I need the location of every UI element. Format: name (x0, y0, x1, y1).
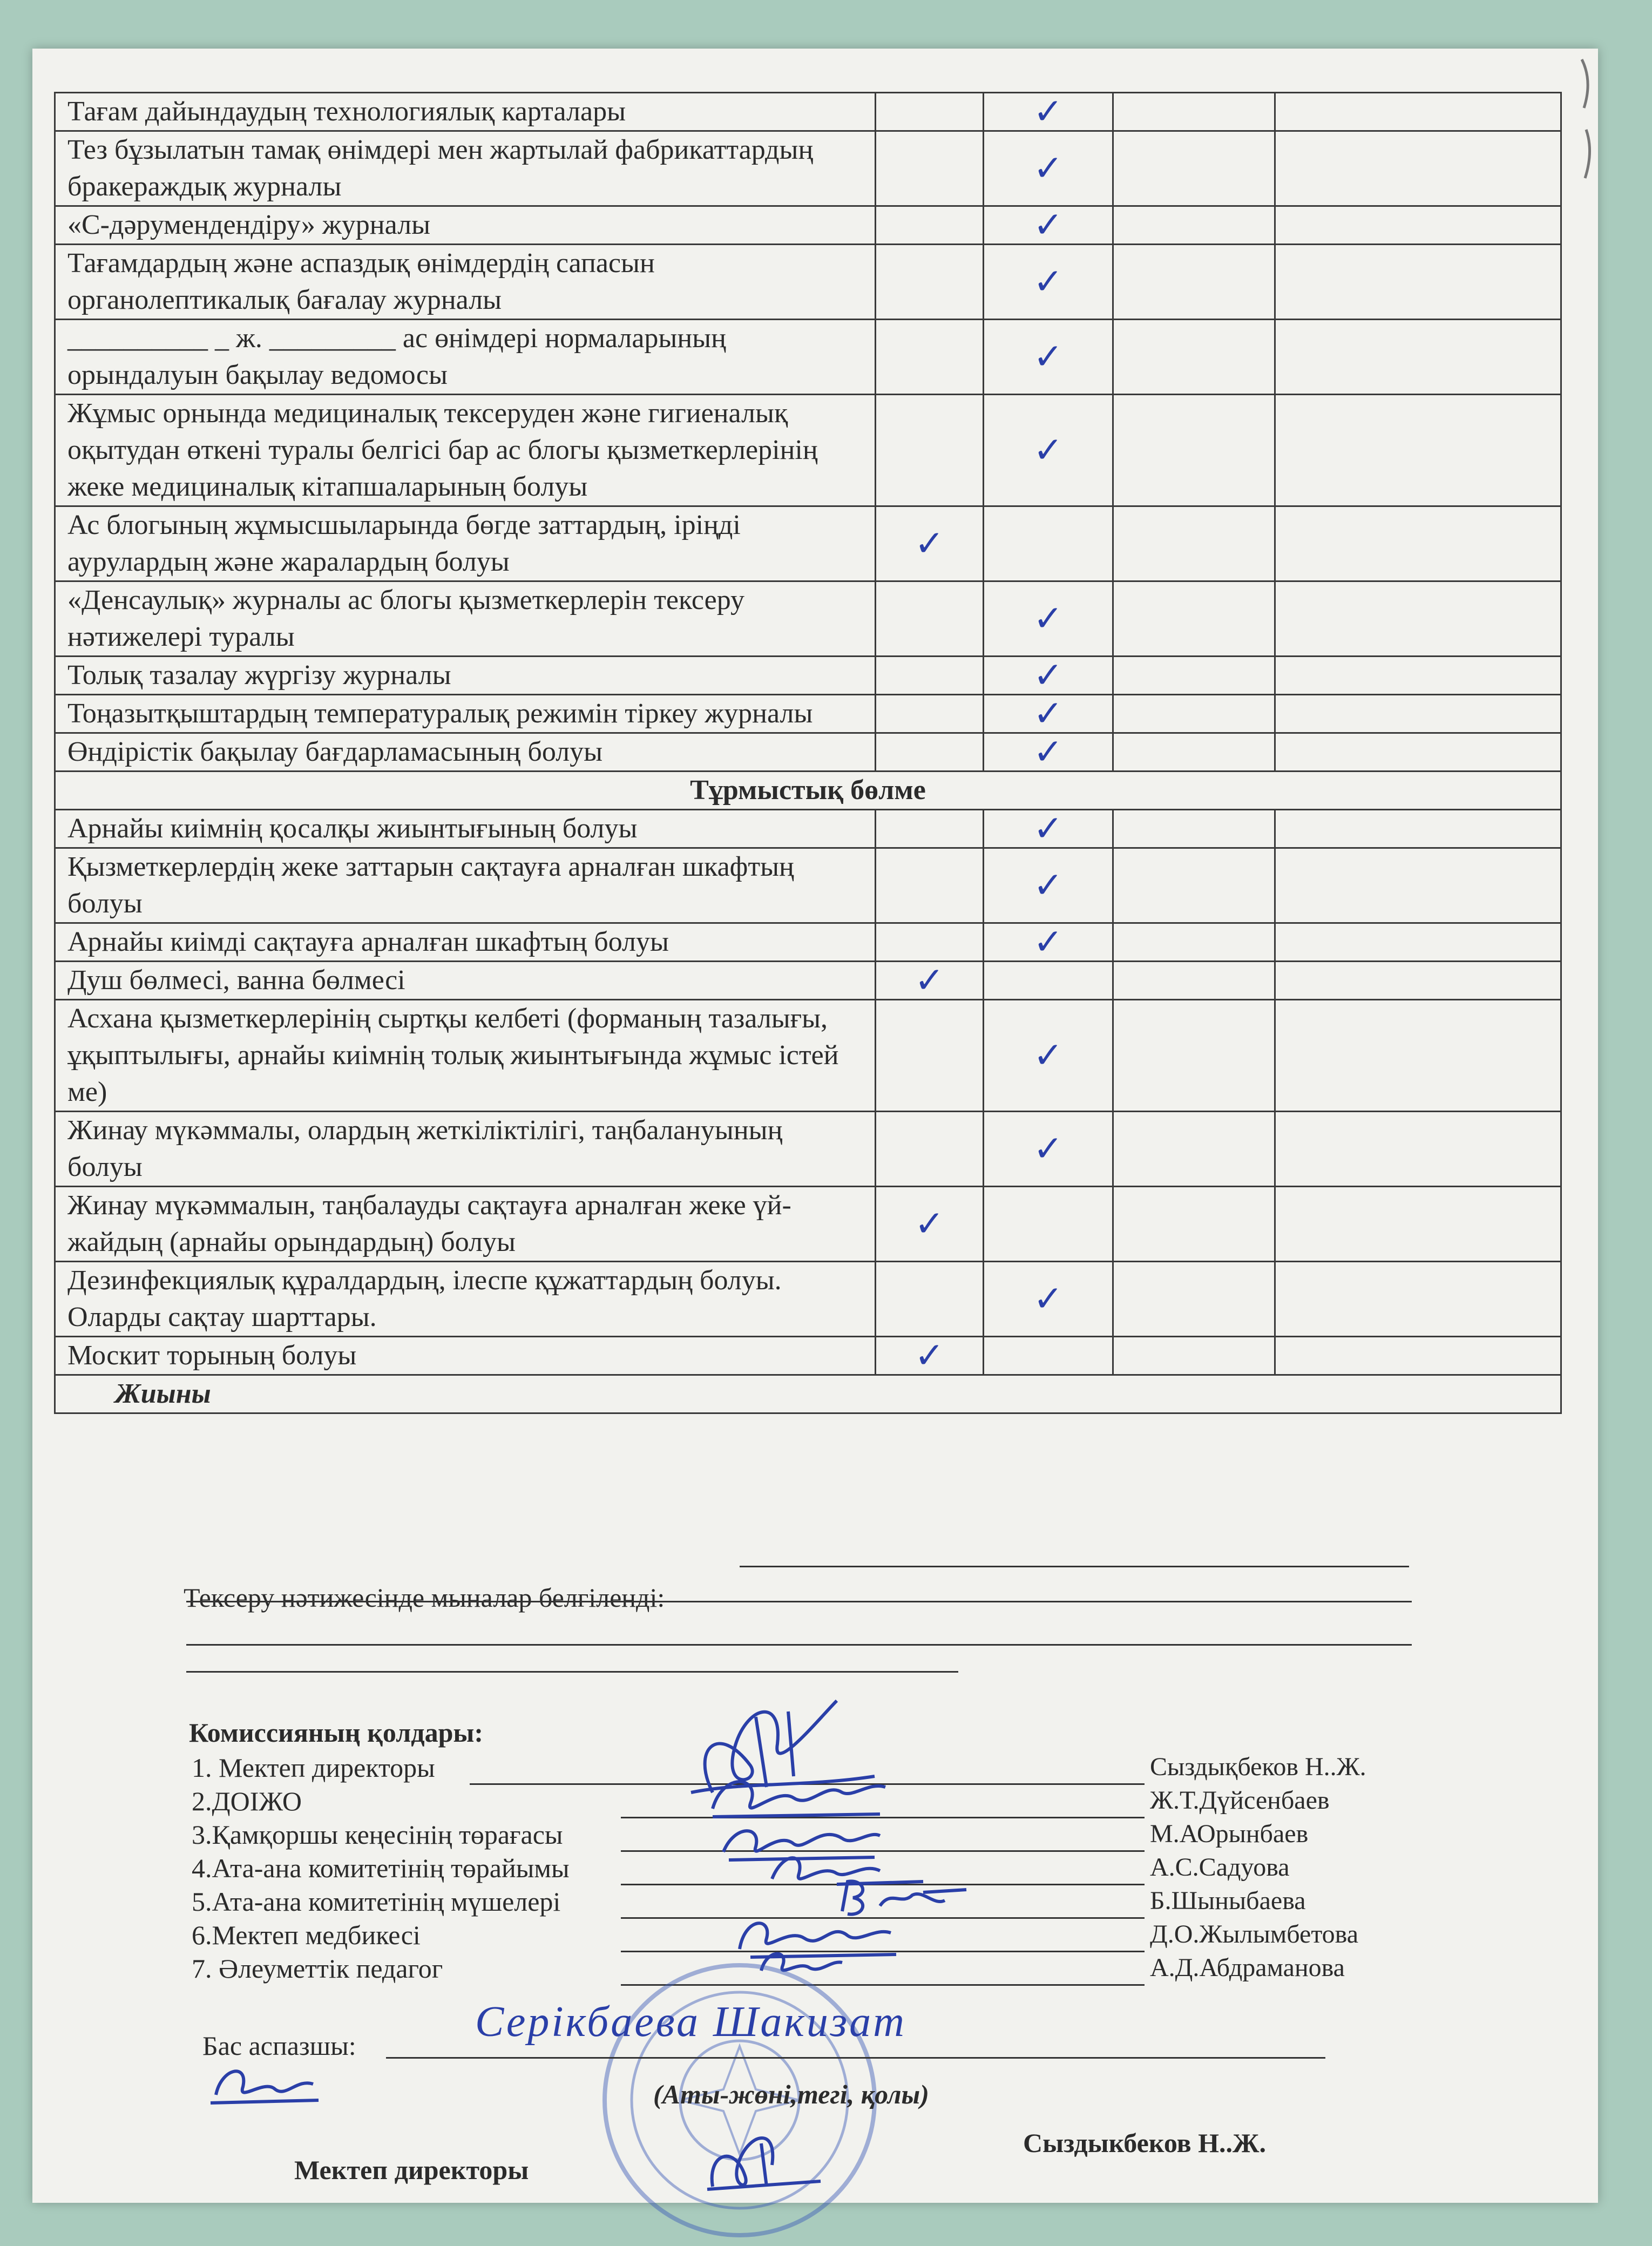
empty-cell (1113, 848, 1275, 923)
empty-cell (1275, 395, 1561, 506)
empty-cell (876, 206, 984, 245)
commission-role: 7. Әлеуметтік педагог (192, 1953, 443, 1984)
empty-cell (984, 1337, 1113, 1375)
checklist-item-text: __________ _ ж. _________ ас өнімдері нормаларының орындалуын бақылау ведомосы (55, 320, 876, 395)
empty-cell (1113, 695, 1275, 733)
check-mark-icon: ✓ (984, 1000, 1113, 1112)
checklist-item-text: «С-дәрумендендіру» журналы (55, 206, 876, 245)
check-mark-icon: ✓ (984, 695, 1113, 733)
section-title: Тұрмыстық бөлме (55, 772, 1561, 810)
commission-member-name: Сыздықбеков Н..Ж. (1150, 1753, 1366, 1781)
footer-director-label: Мектеп директоры (294, 2155, 529, 2185)
check-mark-icon: ✓ (984, 848, 1113, 923)
empty-cell (1275, 93, 1561, 131)
empty-cell (1275, 848, 1561, 923)
empty-cell (876, 245, 984, 320)
commission-role: 4.Ата-ана комитетінің төрайымы (192, 1853, 570, 1883)
checklist-row (55, 506, 1561, 581)
checklist-row (55, 810, 1561, 848)
checklist-item-text: Қызметкерлердің жеке заттарын сақтауға арналған шкафтың болуы (55, 848, 876, 923)
empty-cell (1113, 1337, 1275, 1375)
empty-cell (1113, 131, 1275, 206)
total-row (55, 1375, 1561, 1413)
empty-cell (1275, 962, 1561, 1000)
check-mark-icon: ✓ (984, 131, 1113, 206)
checklist-item-text: Тез бұзылатын тамақ өнімдері мен жартылай фабрикаттардың бракераждық журналы (55, 131, 876, 206)
findings-label: Тексеру нәтижесінде мыналар белгіленді: (184, 1582, 665, 1613)
empty-cell (1275, 657, 1561, 695)
checklist-row (55, 1337, 1561, 1375)
commission-member-name: Д.О.Жылымбетова (1150, 1920, 1359, 1949)
section-row (55, 772, 1561, 810)
checklist-row (55, 695, 1561, 733)
checklist-row (55, 733, 1561, 772)
empty-cell (1113, 810, 1275, 848)
empty-cell (876, 733, 984, 772)
findings-line-4 (186, 1671, 958, 1673)
empty-cell (1113, 1187, 1275, 1262)
empty-cell (1275, 131, 1561, 206)
check-mark-icon: ✓ (984, 93, 1113, 131)
empty-cell (1113, 657, 1275, 695)
empty-cell (876, 1262, 984, 1337)
empty-cell (1275, 245, 1561, 320)
empty-cell (1275, 1337, 1561, 1375)
check-mark-icon: ✓ (984, 1262, 1113, 1337)
checklist-row (55, 245, 1561, 320)
checklist-row (55, 1000, 1561, 1112)
checklist-item-text: Тоңазытқыштардың температуралық режимін тіркеу журналы (55, 695, 876, 733)
empty-cell (1113, 320, 1275, 395)
commission-title: Комиссияның қолдары: (189, 1717, 484, 1748)
check-mark-icon: ✓ (984, 206, 1113, 245)
checklist-item-text: Жинау мүкәммалы, олардың жеткіліктілігі, таңбалануының болуы (55, 1112, 876, 1187)
checklist-item-text: Дезинфекциялық құралдардың, ілеспе құжаттардың болуы. Оларды сақтау шарттары. (55, 1262, 876, 1337)
empty-cell (876, 93, 984, 131)
checklist-item-text: Өндірістік бақылау бағдарламасының болуы (55, 733, 876, 772)
empty-cell (876, 810, 984, 848)
empty-cell (876, 320, 984, 395)
checklist-row (55, 131, 1561, 206)
findings-line-2 (186, 1601, 1412, 1602)
checklist-row (55, 1187, 1561, 1262)
commission-member-name: А.С.Садуова (1150, 1853, 1290, 1882)
check-mark-icon: ✓ (984, 657, 1113, 695)
empty-cell (876, 695, 984, 733)
checklist-row (55, 93, 1561, 131)
empty-cell (1275, 810, 1561, 848)
commission-member-name: Ж.Т.Дүйсенбаев (1150, 1786, 1330, 1815)
checklist-item-text: Ас блогының жұмысшыларында бөгде заттардың, іріңді аурулардың және жаралардың болуы (55, 506, 876, 581)
checklist-item-text: Арнайы киімнің қосалқы жиынтығының болуы (55, 810, 876, 848)
commission-role: 6.Мектеп медбикесі (192, 1920, 421, 1950)
empty-cell (1113, 206, 1275, 245)
checklist-item-text: Тағам дайындаудың технологиялық карталары (55, 93, 876, 131)
empty-cell (1275, 695, 1561, 733)
checklist-item-text: Асхана қызметкерлерінің сыртқы келбеті (форманың тазалығы, ұқыптылығы, арнайы киімнің толық жиынтығында жұмыс істей ме) (55, 1000, 876, 1112)
empty-cell (1275, 581, 1561, 657)
empty-cell (1275, 1112, 1561, 1187)
empty-cell (1275, 733, 1561, 772)
empty-cell (1275, 1262, 1561, 1337)
empty-cell (1113, 733, 1275, 772)
check-mark-icon: ✓ (984, 245, 1113, 320)
check-mark-icon: ✓ (984, 1112, 1113, 1187)
checklist-row (55, 581, 1561, 657)
check-mark-icon: ✓ (984, 581, 1113, 657)
check-mark-icon: ✓ (984, 395, 1113, 506)
commission-role: 3.Қамқоршы кеңесінің төрағасы (192, 1819, 563, 1850)
checklist-row (55, 320, 1561, 395)
checklist-row (55, 848, 1561, 923)
empty-cell (876, 131, 984, 206)
check-mark-icon: ✓ (984, 923, 1113, 962)
empty-cell (876, 923, 984, 962)
check-mark-icon: ✓ (984, 733, 1113, 772)
empty-cell (876, 1000, 984, 1112)
empty-cell (1113, 1000, 1275, 1112)
empty-cell (984, 1187, 1113, 1262)
check-mark-icon: ✓ (876, 1187, 984, 1262)
commission-member-name: Б.Шыныбаева (1150, 1886, 1306, 1915)
signature-head-cook (205, 2057, 324, 2111)
empty-cell (876, 581, 984, 657)
empty-cell (984, 962, 1113, 1000)
checklist-item-text: Душ бөлмесі, ванна бөлмесі (55, 962, 876, 1000)
checklist-row (55, 1112, 1561, 1187)
checklist-item-text: Арнайы киімді сақтауға арналған шкафтың болуы (55, 923, 876, 962)
check-mark-icon: ✓ (876, 962, 984, 1000)
empty-cell (1275, 1000, 1561, 1112)
empty-cell (876, 1112, 984, 1187)
commission-role: 1. Мектеп директоры (192, 1753, 435, 1783)
checklist-row (55, 923, 1561, 962)
page-curl (1576, 49, 1598, 211)
empty-cell (1113, 1262, 1275, 1337)
empty-cell (1113, 506, 1275, 581)
head-cook-label: Бас аспазшы: (202, 2031, 356, 2061)
commission-role: 5.Ата-ана комитетінің мүшелері (192, 1886, 561, 1917)
empty-cell (1113, 395, 1275, 506)
findings-line-1 (740, 1566, 1409, 1567)
checklist-item-text: Жинау мүкәммалын, таңбалауды сақтауға арналған жеке үй-жайдың (арнайы орындардың) болуы (55, 1187, 876, 1262)
empty-cell (1113, 93, 1275, 131)
empty-cell (1113, 923, 1275, 962)
head-cook-caption: (Аты-жөні,тегі, қолы) (653, 2079, 929, 2109)
empty-cell (876, 395, 984, 506)
checklist-row (55, 1262, 1561, 1337)
empty-cell (1275, 506, 1561, 581)
checklist-row (55, 962, 1561, 1000)
check-mark-icon: ✓ (876, 506, 984, 581)
empty-cell (1275, 1187, 1561, 1262)
checklist-table (54, 92, 1562, 1414)
checklist-row (55, 206, 1561, 245)
checklist-row (55, 395, 1561, 506)
empty-cell (1275, 320, 1561, 395)
total-label: Жиыны (55, 1375, 1561, 1413)
footer-director-name: Сыздыкбеков Н..Ж. (1023, 2128, 1266, 2158)
check-mark-icon: ✓ (876, 1337, 984, 1375)
commission-role: 2.ДОІЖО (192, 1786, 302, 1816)
check-mark-icon: ✓ (984, 320, 1113, 395)
head-cook-handwritten-name: Серікбаева Шакизат (475, 1998, 906, 2046)
empty-cell (1275, 206, 1561, 245)
checklist-item-text: «Денсаулық» журналы ас блогы қызметкерлерін тексеру нәтижелері туралы (55, 581, 876, 657)
checklist-row (55, 657, 1561, 695)
empty-cell (1113, 581, 1275, 657)
empty-cell (876, 657, 984, 695)
empty-cell (1275, 923, 1561, 962)
checklist-item-text: Москит торының болуы (55, 1337, 876, 1375)
empty-cell (984, 506, 1113, 581)
findings-line-3 (186, 1644, 1412, 1646)
empty-cell (1113, 245, 1275, 320)
commission-member-name: А.Д.Абдраманова (1150, 1953, 1345, 1982)
head-cook-line (386, 2057, 1325, 2059)
checklist-item-text: Тағамдардың және аспаздық өнімдердің сапасын органолептикалық бағалау журналы (55, 245, 876, 320)
empty-cell (1113, 962, 1275, 1000)
commission-member-name: М.АОрынбаев (1150, 1819, 1309, 1848)
signature-director-footer (696, 2122, 826, 2197)
checklist-item-text: Жұмыс орнында медициналық тексеруден және гигиеналық оқытудан өткені туралы белгісі бар ас блогы қызметкерлерінің жеке медициналық кітапшаларының болуы (55, 395, 876, 506)
check-mark-icon: ✓ (984, 810, 1113, 848)
empty-cell (1113, 1112, 1275, 1187)
checklist-item-text: Толық тазалау жүргізу журналы (55, 657, 876, 695)
empty-cell (876, 848, 984, 923)
